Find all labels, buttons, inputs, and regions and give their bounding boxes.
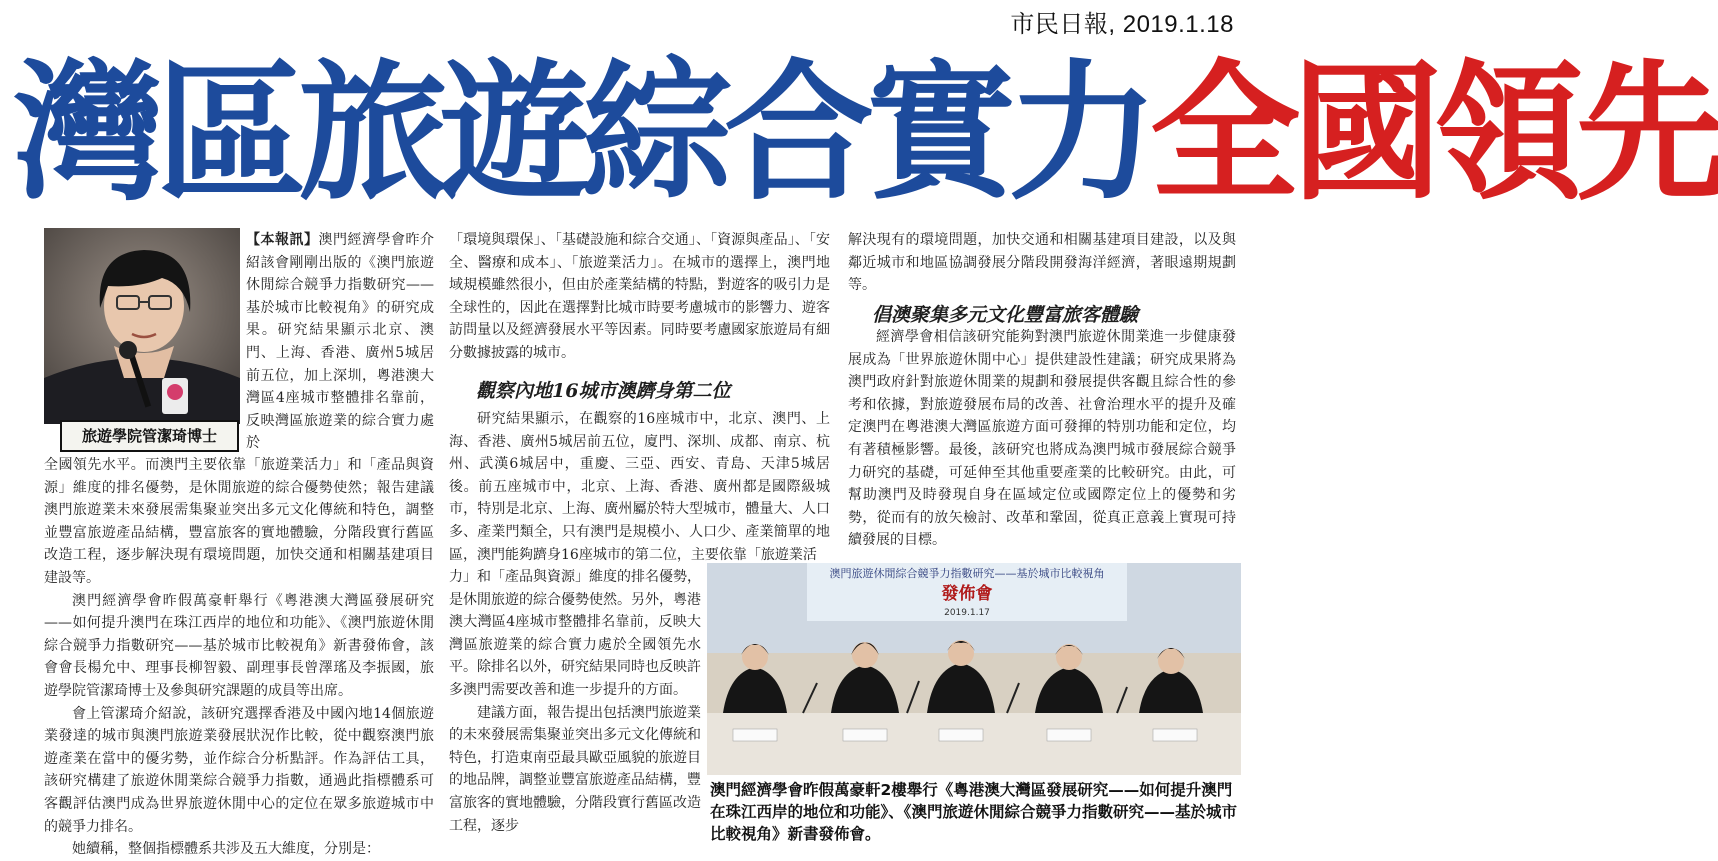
article-paragraph: 經濟學會相信該研究能夠對澳門旅遊休閒業進一步健康發展成為「世界旅遊休閒中心」提供建設性建議；研究成果將為澳門政府針對旅遊休閒業的規劃和發展提供客觀且綜合性的參考和依據，對旅遊發展布局的改善、社會治理水平的提升及確定澳門在粵港澳大灣區旅遊方面可發揮的特別功能和定位，均有著積極影響。最後，該研究也將成為澳門城市發展綜合競爭力研究的基礎，可延伸至其他重要產業的比較研究。由此，可幫助澳門及時發現自身在區域定位或國際定位上的優勢和劣勢，從而有的放矢檢討、改革和鞏固，從真正意義上實現可持續發展的目標。: [848, 329, 1236, 549]
article-column-3: [848, 326, 1236, 552]
article-paragraph: 解決現有的環境問題，加快交通和相關基建項目建設，以及與鄰近城市和地區協調發展分階段開發海洋經濟，著眼遠期規劃等。: [848, 232, 1236, 294]
banner-title: 澳門旅遊休閒綜合競爭力指數研究——基於城市比較視角: [829, 567, 1105, 580]
article-column-2-mid: [449, 408, 830, 566]
article-paragraph: 澳門經濟學會昨假萬豪軒舉行《粵港澳大灣區發展研究——如何提升澳門在珠江西岸的地位和功能》、《澳門旅遊休閒綜合競爭力指數研究——基於城市比較視角》新書發佈會，該會會長楊允中、理事長柳智毅、副理事長曾澤瑤及李振國，旅遊學院管潔琦博士及參與研究課題的成員等出席。: [44, 592, 434, 699]
article-paragraph: 力」和「產品與資源」維度的排名優勢，是休閒旅遊的綜合優勢使然。另外，粵港澳大灣區4座城市整體排名靠前，反映大灣區旅遊業的綜合實力處於全國領先水平。除排名以外，研究結果同時也反映許多澳門需要改善和進一步提升的方面。: [449, 569, 701, 698]
article-paragraph: 會上管潔琦介紹說，該研究選擇香港及中國內地14個旅遊業發達的城市與澳門旅遊業發展狀況作比較，從中觀察澳門旅遊產業在當中的優劣勢，並作綜合分析點評。作為評估工具，該研究構建了旅遊休閒業綜合競爭力指數，通過此指標體系可客觀評估澳門成為世界旅遊休閒中心的定位在眾多旅遊城市中的競爭力排名。: [44, 705, 434, 835]
headline-part-blue: 灣區旅遊綜合實力: [14, 47, 1151, 221]
article-column-3-top: [848, 229, 1236, 297]
portrait-photo: [44, 228, 240, 424]
event-photo-caption: 澳門經濟學會昨假萬豪軒2樓舉行《粵港澳大灣區發展研究——如何提升澳門在珠江西岸的地位和功能》、《澳門旅遊休閒綜合競爭力指數研究——基於城市比較視角》新書發佈會。: [710, 781, 1238, 843]
article-column-1: [44, 454, 434, 861]
article-paragraph: 「環境與環保」、「基礎設施和綜合交通」、「資源與產品」、「安全、醫療和成本」、「旅遊業活力」。在城市的選擇上，澳門地域規模雖然很小，但由於產業結構的特點，對遊客的吸引力是全球性的，因此在選擇對比城市時要考慮城市的影響力、遊客訪問量以及經濟發展水平等因素。同時要考慮國家旅遊局有細分數據披露的城市。: [449, 232, 830, 361]
portrait-caption: 旅遊學院管潔琦博士: [60, 420, 239, 452]
article-paragraph: 她續稱，整個指標體系共涉及五大維度，分別是：: [72, 841, 380, 858]
article-lead-text: 澳門經濟學會昨介紹該會剛剛出版的《澳門旅遊休閒綜合競爭力指數研究——基於城市比較視角》的研究成果。研究結果顯示北京、澳門、上海、香港、廣州5城居前五位，加上深圳，粵港澳大灣區4座城市整體排名靠前，反映灣區旅遊業的綜合實力處於: [246, 232, 434, 452]
subheading-2: 倡澳聚集多元文化豐富旅客體驗: [872, 304, 1139, 326]
banner-subtitle: 發佈會: [941, 584, 993, 604]
article-column-2-top: [449, 229, 830, 365]
source-date-label: 市民日報, 2019.1.18: [1010, 11, 1234, 38]
subheading-1: 觀察內地16城市澳躋身第二位: [476, 380, 731, 402]
headline: [14, 48, 1718, 220]
article-paragraph: 研究結果顯示，在觀察的16座城市中，北京、澳門、上海、香港、廣州5城居前五位，廈門、深圳、成都、南京、杭州、武漢6城居中，重慶、三亞、西安、青島、天津5城居後。前五座城市中，北京、上海、香港、廣州都是國際級城市，特別是北京、上海、廣州屬於特大型城市，體量大、人口多、產業門類全，只有澳門是規模小、人口少、產業簡單的地區，澳門能夠躋身16座城市的第二位，主要依靠「旅遊業活: [449, 411, 830, 563]
article-column-2-bottom: [449, 566, 701, 837]
article-paragraph: 建議方面，報告提出包括澳門旅遊業的未來發展需集聚並突出多元文化傳統和特色，打造東南亞最具歐亞風貌的旅遊目的地品牌，調整並豐富旅遊產品結構，豐富旅客的實地體驗，分階段實行舊區改造工程，逐步: [449, 704, 701, 834]
banner-date: 2019.1.17: [944, 608, 990, 618]
article-paragraph: 全國領先水平。而澳門主要依靠「旅遊業活力」和「產品與資源」維度的排名優勢，是休閒旅遊的綜合優勢使然；報告建議澳門旅遊業未來發展需集聚並突出多元文化傳統和特色，調整並豐富旅遊產品結構，豐富旅客的實地體驗，分階段實行舊區改造工程，逐步解決現有環境問題，加快交通和相關基建項目建設等。: [44, 457, 434, 586]
event-photo: [707, 563, 1241, 775]
news-tag: 【本報訊】: [246, 232, 319, 248]
headline-part-red: 全國領先: [1150, 47, 1718, 221]
article-column-1-lead: [246, 229, 434, 455]
